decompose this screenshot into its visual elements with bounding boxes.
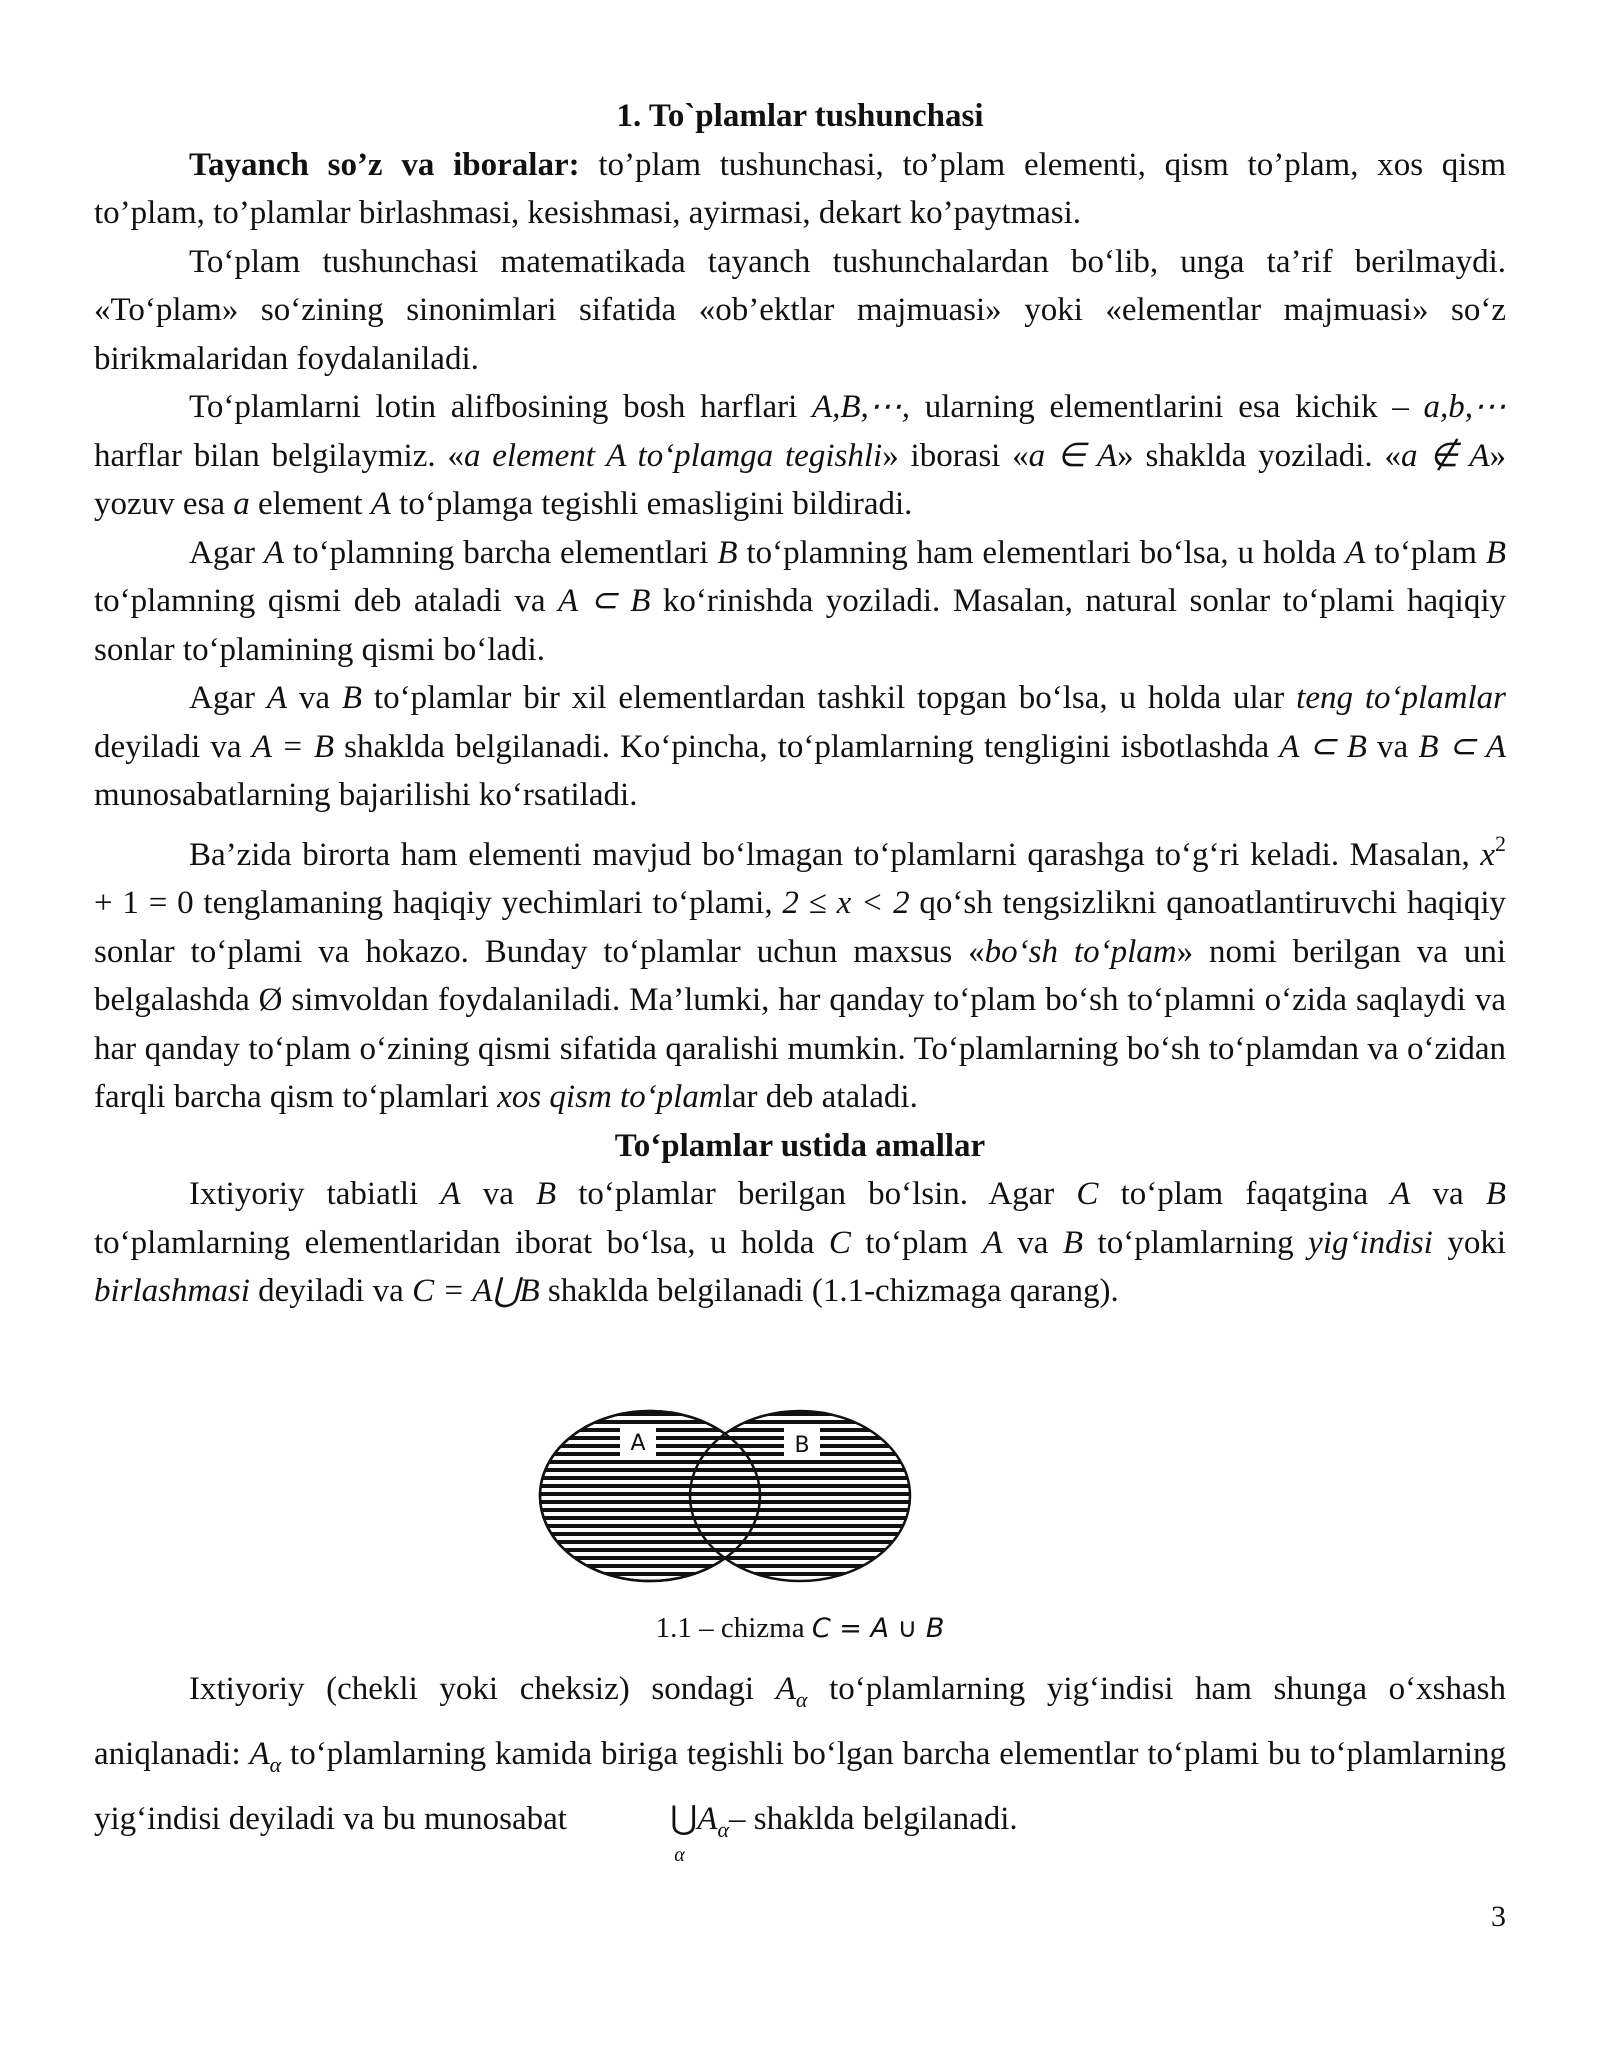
- text-run: element: [249, 486, 371, 522]
- math-run: a ∈ A: [1028, 437, 1118, 474]
- text-run: shaklda belgilanadi (1.1-chizmaga qarang).: [539, 1273, 1119, 1309]
- text-run: Ixtiyoriy tabiatli: [189, 1176, 441, 1212]
- text-run: to‘plam: [1365, 534, 1486, 571]
- paragraph-6: [94, 1170, 1506, 1316]
- italic-run: bo‘sh to‘plam: [984, 933, 1177, 970]
- math-run: B: [1485, 534, 1506, 571]
- math-run: A: [982, 1224, 1003, 1261]
- text-run: » shaklda yoziladi. «: [1117, 437, 1402, 474]
- math-run: A: [1345, 534, 1366, 571]
- union-operator: [575, 1792, 698, 1866]
- subscript: α: [795, 1687, 808, 1712]
- math-run: C = A⋃B: [412, 1273, 540, 1309]
- text-run: yoki: [1432, 1224, 1506, 1261]
- subscript: α: [269, 1752, 282, 1777]
- text-run: ularning elementlarini esa kichik –: [910, 389, 1424, 425]
- math-run: B ⊂ A: [1418, 728, 1507, 765]
- math-run: A: [1390, 1176, 1411, 1212]
- text-run: shaklda belgilanadi. Ko‘pincha, to‘plamlarning tengligini isbotlashda: [334, 728, 1280, 765]
- italic-run: teng to‘plamlar: [1296, 680, 1506, 716]
- text-run: to‘plamlarning: [1083, 1224, 1309, 1261]
- math-run: B: [535, 1176, 557, 1212]
- math-run: A: [697, 1801, 718, 1837]
- section-heading: To‘plamlar ustida amallar: [614, 1127, 986, 1164]
- caption-text: 1.1 – chizma: [655, 1612, 812, 1644]
- math-run: A ⊂ B: [1279, 728, 1367, 765]
- text-run: va: [460, 1176, 536, 1212]
- superscript: 2: [1495, 830, 1506, 856]
- math-run: B: [1485, 1176, 1506, 1212]
- text-run: » iborasi «: [882, 437, 1029, 474]
- text-run: to‘plamlar berilgan bo‘lsin. Agar: [556, 1176, 1077, 1212]
- text-run: deyiladi va: [249, 1273, 413, 1309]
- math-run: A = B: [251, 728, 334, 765]
- text-run: va: [1366, 728, 1419, 765]
- math-run: a ∉ A: [1401, 437, 1490, 474]
- math-run: a,b,⋯: [1423, 389, 1506, 425]
- text-run: Ba’zida birorta ham elementi mavjud bo‘lmagan to‘plamlarni qarashga to‘g‘ri keladi. Masalan,: [189, 836, 1481, 873]
- text-run: to‘plamlar bir xil elementlardan tashkil topgan bo‘lsa, u holda ular: [362, 680, 1297, 716]
- keywords-text: to’plam tushunchasi, to’plam elementi, qism to’plam, xos qism to’plam, to’plamlar birlashmasi, kesishmasi, ayirmasi, dekart ko’paytmasi.: [94, 146, 1506, 231]
- page-title: 1. To`plamlar tushunchasi: [616, 98, 984, 134]
- math-run: B: [717, 534, 738, 571]
- math-run: C: [1076, 1176, 1099, 1212]
- text-run: to‘plam faqatgina: [1098, 1176, 1391, 1212]
- text-run: Ixtiyoriy (chekli yoki cheksiz) sondagi: [189, 1671, 776, 1707]
- text-run: va: [1410, 1176, 1486, 1212]
- text-run: to‘plamga tegishli emasligini bildiradi.: [390, 486, 913, 522]
- italic-run: xos qism to‘plam: [497, 1079, 723, 1115]
- page-number: 3: [1491, 1900, 1506, 1933]
- math-run: 2 ≤ x < 2: [782, 885, 910, 921]
- label-a: A: [630, 1431, 646, 1456]
- text-run: tenglamaning haqiqiy yechimlari to‘plami,: [193, 885, 783, 921]
- text-run: ko‘rinishda yoziladi. Masalan, natural sonlar to‘plami haqiqiy sonlar to‘plamining qismi bo‘ladi.: [94, 583, 1506, 668]
- text-run: to‘plamlarning yig‘indisi ham shunga o‘xshash aniqlanadi:: [94, 1671, 1507, 1772]
- math-run: A: [249, 1736, 270, 1772]
- math-run: A ⊂ B: [558, 583, 651, 619]
- text-run: Agar: [189, 680, 267, 716]
- text-run: qo‘sh tengsizlikni qanoatlantiruvchi haqiqiy sonlar to‘plami va hokazo. Bunday to‘plamlar uchun maxsus «: [94, 885, 1506, 970]
- text-run: deyiladi va: [94, 728, 252, 765]
- text-run: to‘plamlarning kamida biriga tegishli bo‘lgan barcha elementlar to‘plami bu to‘plamlarning yig‘indisi deyiladi va bu munosabat: [94, 1736, 1506, 1837]
- math-run: A: [266, 680, 287, 716]
- italic-run: yig‘indisi: [1308, 1224, 1433, 1261]
- venn-diagram: [0, 1388, 1600, 1628]
- paragraph-7: [94, 1662, 1507, 1866]
- math-run: A: [263, 534, 285, 571]
- math-run: B: [1062, 1224, 1084, 1261]
- paragraph-2: [94, 383, 1506, 529]
- italic-run: birlashmasi: [94, 1273, 250, 1309]
- math-run: a: [233, 486, 250, 522]
- page-body-continued: [94, 1662, 1507, 1866]
- text-run: harflar bilan belgilaymiz. «: [94, 437, 464, 474]
- page-body: [94, 92, 1506, 1316]
- text-run: to‘plamning barcha elementlari: [284, 534, 718, 571]
- math-run: + 1 = 0: [94, 885, 194, 921]
- math-run: A,B,⋯,: [811, 389, 911, 425]
- paragraph-3: [94, 529, 1506, 675]
- text-run: – shaklda belgilanadi.: [729, 1801, 1018, 1837]
- math-run: x: [1480, 836, 1495, 873]
- caption-math: C = A ∪ B: [811, 1613, 945, 1644]
- text-run: To‘plamlarni lotin alifbosining bosh harflari: [189, 389, 812, 425]
- italic-run: a element A to‘plamga tegishli: [463, 437, 883, 474]
- text-run: to‘plamning ham elementlari bo‘lsa, u holda: [737, 534, 1346, 571]
- text-run: to‘plamlarning elementlaridan iborat bo‘lsa, u holda: [94, 1224, 829, 1261]
- math-run: B: [341, 680, 363, 716]
- math-run: A: [775, 1671, 796, 1707]
- text-run: va: [1002, 1224, 1063, 1261]
- subscript: α: [717, 1817, 729, 1842]
- paragraph-4: [94, 674, 1506, 820]
- paragraph-1: To‘plam tushunchasi matematikada tayanch tushunchalardan bo‘lib, unga ta’rif berilmaydi. «To‘plam» so‘zining sinonimlari sifatida «ob’ektlar majmuasi» yoki «elementlar majmuasi» so‘z birikmalaridan foydalaniladi.: [94, 243, 1506, 377]
- text-run: » yozuv esa: [94, 437, 1506, 522]
- text-run: Agar: [189, 534, 264, 571]
- text-run: to‘plamning qismi deb ataladi va: [94, 583, 558, 619]
- text-run: lar deb ataladi.: [722, 1079, 918, 1115]
- keywords-paragraph: [94, 141, 1506, 238]
- text-run: » nomi berilgan va uni belgalashda Ø simvoldan foydalaniladi. Ma’lumki, har qanday to‘plam bo‘sh to‘plamni o‘zida saqlaydi va har qanday to‘plam o‘zining qismi sifatida qaralishi mumkin. To‘plamlarning bo‘sh to‘plamdan va o‘zidan farqli barcha qism to‘plamlari: [94, 933, 1506, 1115]
- union-index: α: [674, 1844, 685, 1866]
- union-symbol: ⋃: [670, 1801, 698, 1837]
- figure-caption: [0, 1612, 1600, 1645]
- text-run: va: [287, 680, 342, 716]
- math-run: C: [828, 1224, 851, 1261]
- math-run: A: [370, 486, 391, 522]
- label-b: B: [794, 1433, 810, 1458]
- text-run: to‘plam: [850, 1224, 983, 1261]
- keywords-lead: Tayanch so’z va iboralar:: [189, 146, 580, 183]
- text-run: munosabatlarning bajarilishi ko‘rsatiladi.: [94, 777, 638, 813]
- math-run: A: [440, 1176, 461, 1212]
- paragraph-5: [94, 820, 1506, 1122]
